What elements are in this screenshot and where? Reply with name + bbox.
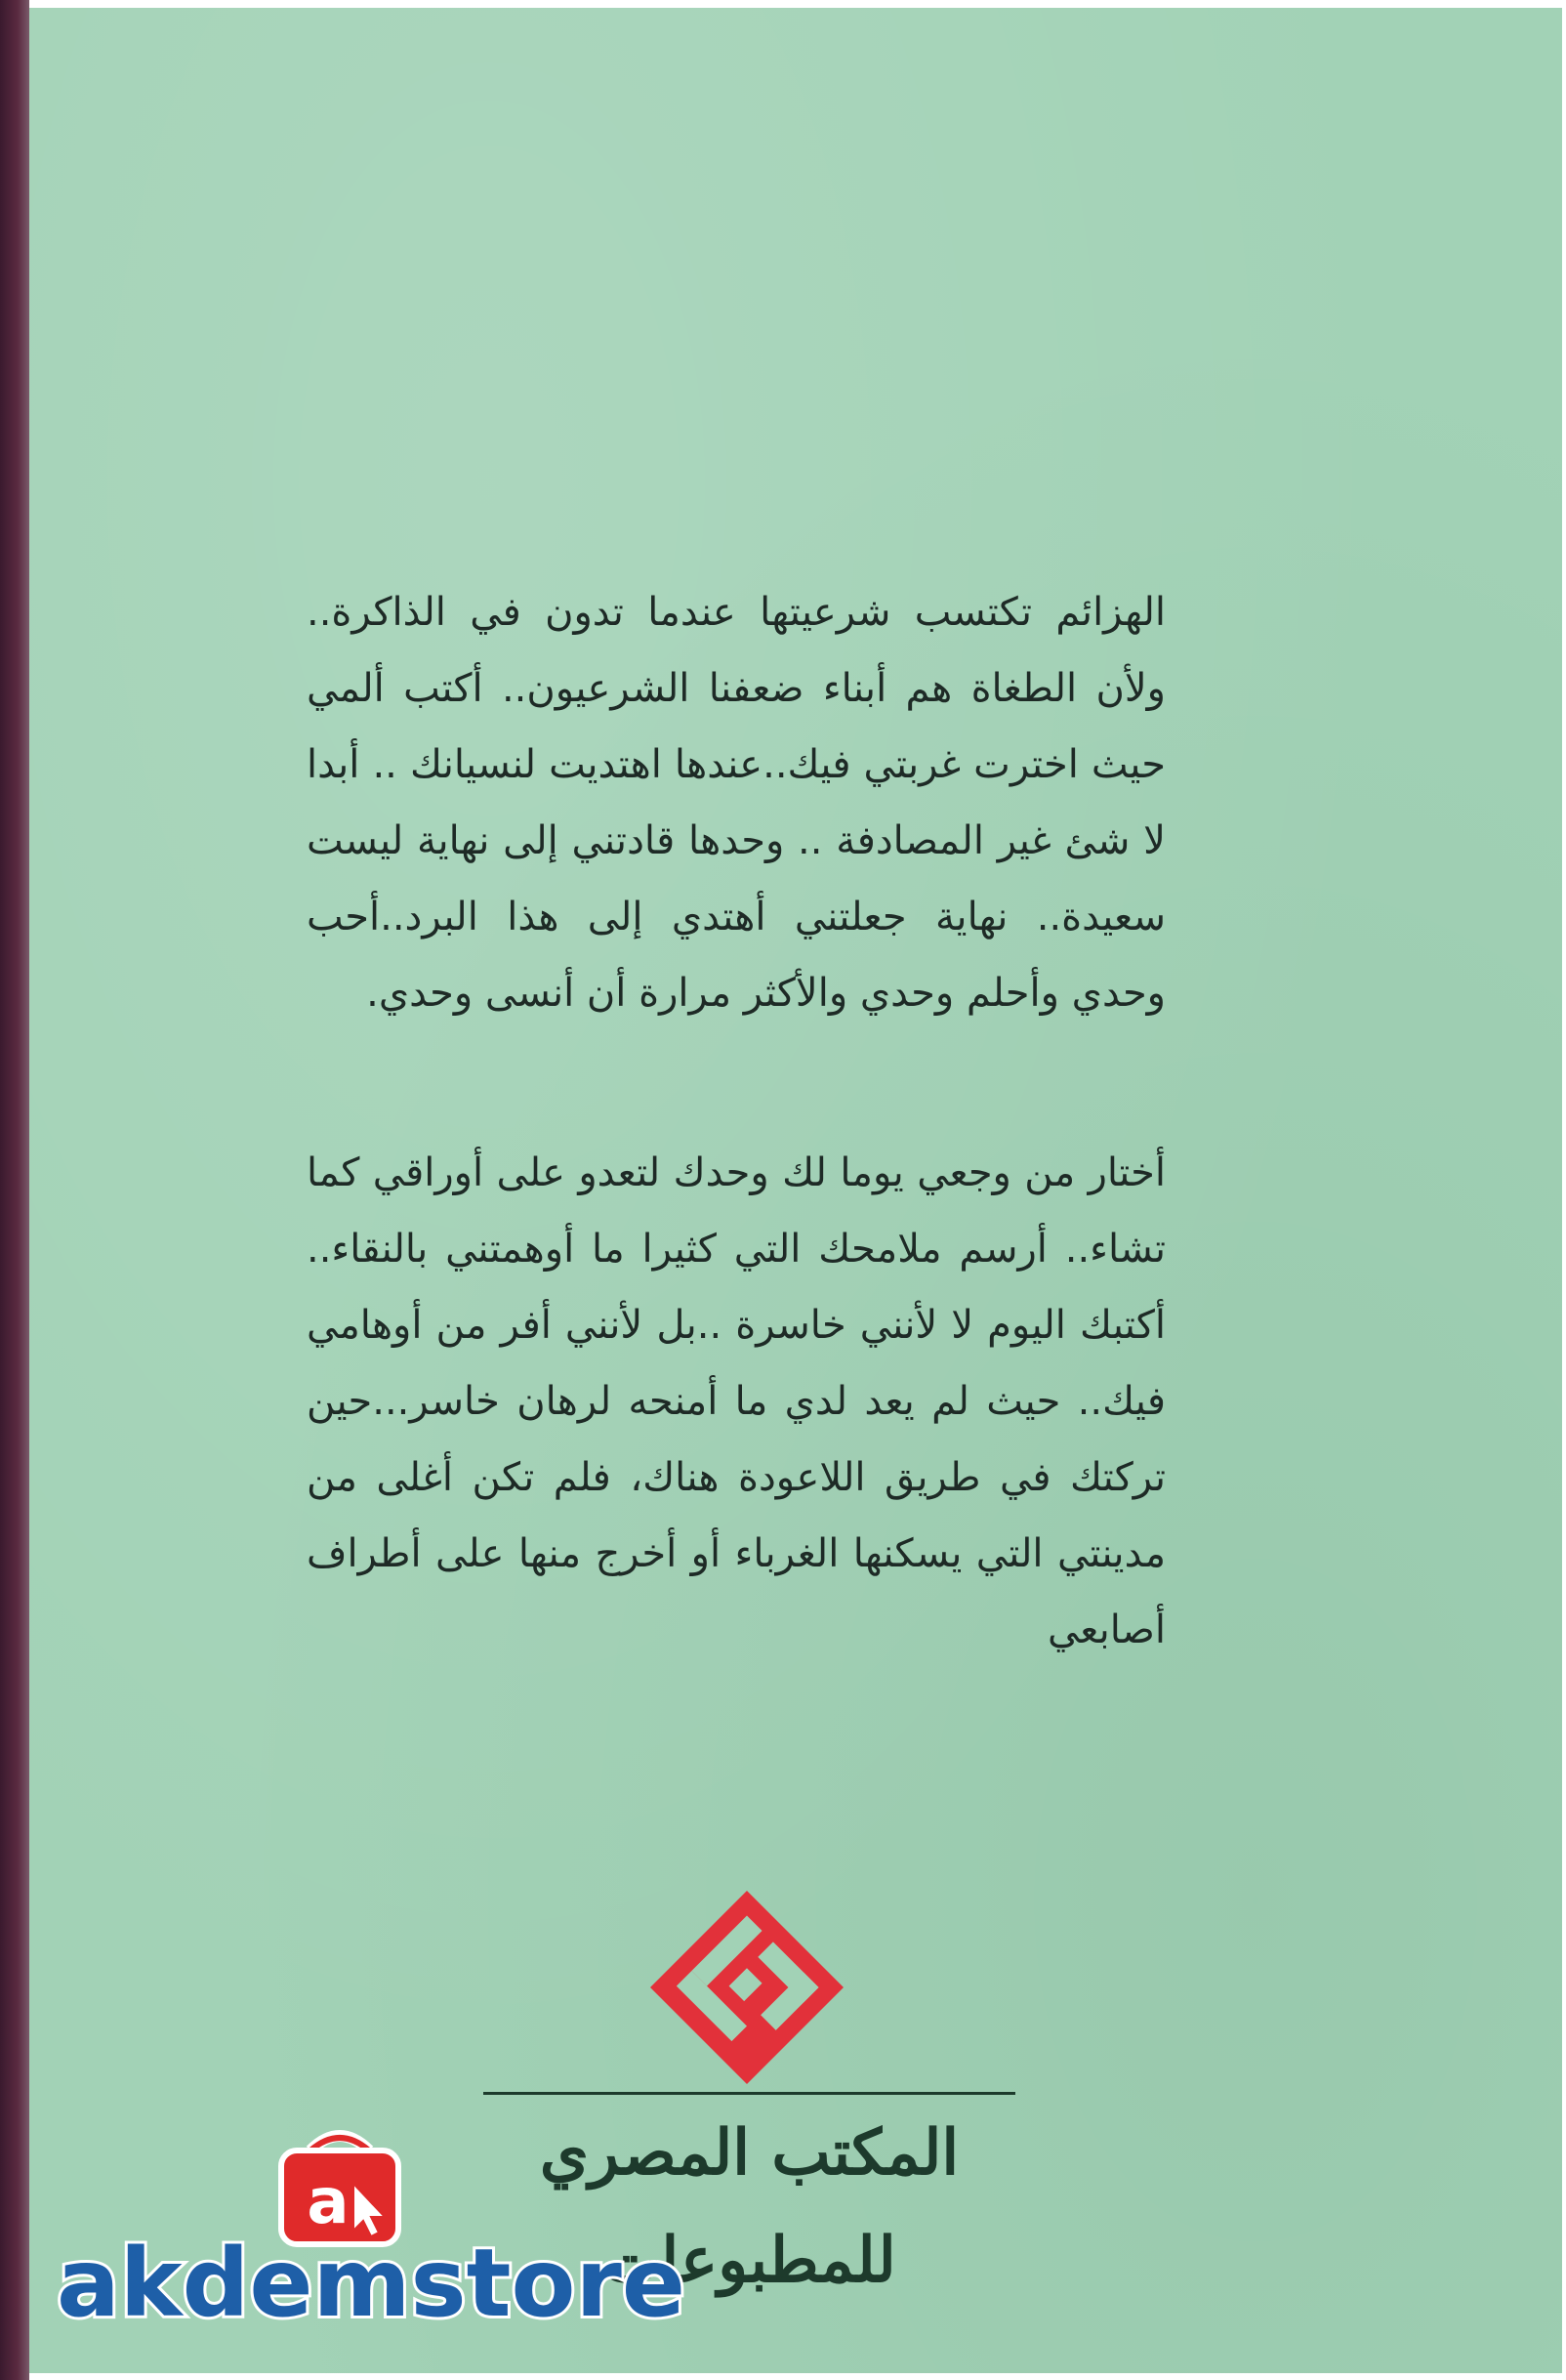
publisher-name: المكتب المصري للمطبوعات <box>539 2116 960 2297</box>
badge-letter: a <box>307 2166 350 2238</box>
publisher-emblem-icon <box>649 1890 845 2085</box>
publisher-rule <box>483 2092 1015 2095</box>
book-spine <box>0 0 29 2380</box>
store-name-prefix: a <box>57 2229 120 2338</box>
blurb-paragraph-2: أختار من وجعي يوما لك وحدك لتعدو على أوراقي كما تشاء.. أرسم ملامحك التي كثيرا ما أوهمتني بالنقاء.. أكتبك اليوم لا لأنني خاسرة ..بل لأنني أفر من أوهامي فيك.. حيث لم يعد لدي ما أمنحه لرهان خاسر...حين تركتك في طريق اللاعودة هناك، فلم تكن أغلى من مدينتي التي يسكنها الغرباء أو أخرج منها على أطراف أصابعي <box>307 1150 1166 1652</box>
store-name-rest: kdemstore <box>119 2229 685 2338</box>
store-name <box>57 2229 685 2338</box>
store-watermark-logo <box>57 2121 685 2338</box>
blurb-paragraph-1: الهزائم تكتسب شرعيتها عندما تدون في الذاكرة.. ولأن الطغاة هم أبناء ضعفنا الشرعيون.. أكتب ألمي حيث اخترت غربتي فيك..عندها اهتديت لنسيانك .. أبدا لا شئ غير المصادفة .. وحدها قادتني إلى نهاية ليست سعيدة.. نهاية جعلتني أهتدي إلى هذا البرد..أحب وحدي وأحلم وحدي والأكثر مرارة أن أنسى وحدي. <box>307 590 1166 1016</box>
